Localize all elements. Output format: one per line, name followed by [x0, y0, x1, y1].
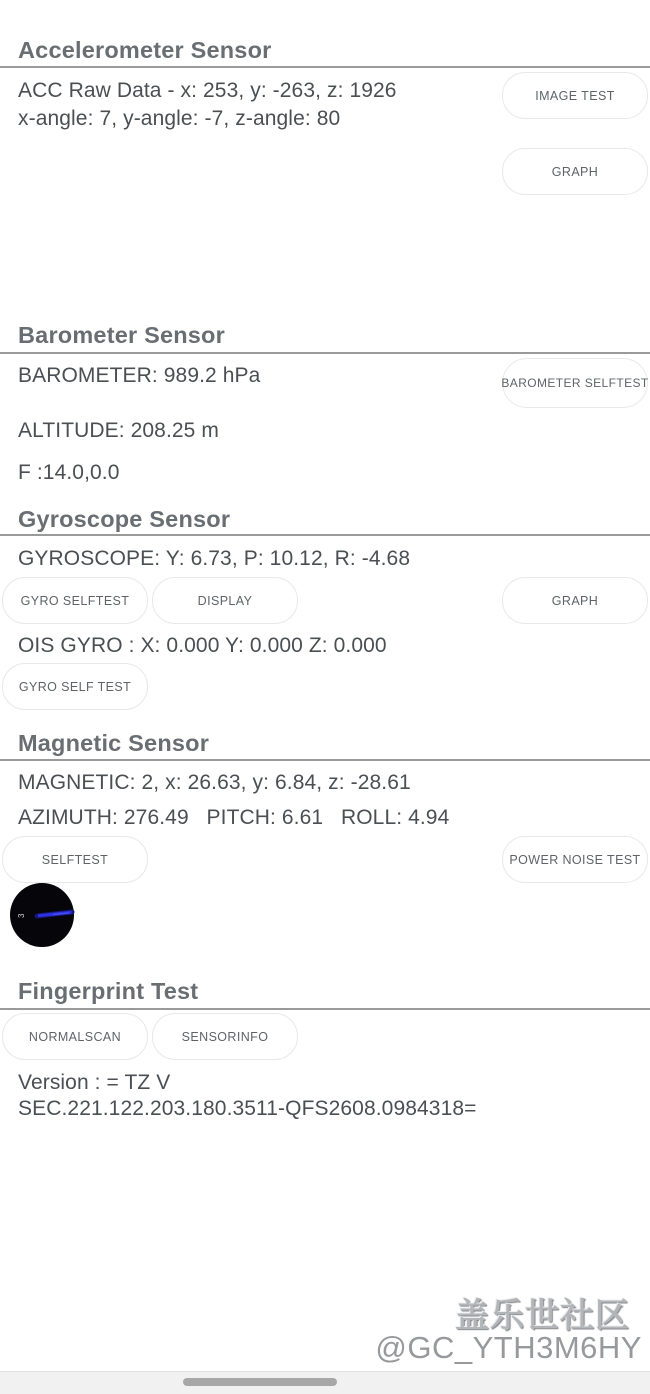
ois-gyro-selftest-button[interactable]: GYRO SELF TEST	[2, 663, 148, 710]
gesture-handle[interactable]	[183, 1378, 337, 1386]
barometer-section-title: Barometer Sensor	[18, 322, 225, 348]
barometer-f-value: F :14.0,0.0	[18, 461, 120, 484]
barometer-pressure: BAROMETER: 989.2 hPa	[18, 364, 261, 387]
community-watermark: 盖乐世社区	[455, 1297, 630, 1335]
barometer-divider	[0, 352, 650, 354]
accelerometer-section-title: Accelerometer Sensor	[18, 37, 272, 63]
compass-widget	[9, 882, 75, 948]
magnetic-selftest-button[interactable]: SELFTEST	[2, 836, 148, 883]
gyroscope-divider	[0, 534, 650, 536]
gyroscope-section-title: Gyroscope Sensor	[18, 506, 231, 532]
gyro-graph-button[interactable]: GRAPH	[502, 577, 648, 624]
barometer-altitude: ALTITUDE: 208.25 m	[18, 419, 219, 442]
fingerprint-version-line2: SEC.221.122.203.180.3511-QFS2608.0984318=	[18, 1097, 477, 1120]
accelerometer-raw-data: ACC Raw Data - x: 253, y: -263, z: 1926	[18, 79, 397, 102]
fingerprint-divider	[0, 1008, 650, 1010]
magnetic-orientation: AZIMUTH: 276.49 PITCH: 6.61 ROLL: 4.94	[18, 806, 450, 829]
image-test-button[interactable]: IMAGE TEST	[502, 72, 648, 119]
accelerometer-graph-button[interactable]: GRAPH	[502, 148, 648, 195]
fingerprint-version-line1: Version : = TZ V	[18, 1071, 171, 1094]
compass-degree-label: 3	[17, 913, 26, 918]
sensorinfo-button[interactable]: SENSORINFO	[152, 1013, 298, 1060]
gyro-display-button[interactable]: DISPLAY	[152, 577, 298, 624]
magnetic-divider	[0, 759, 650, 761]
fingerprint-section-title: Fingerprint Test	[18, 978, 199, 1004]
accelerometer-angles: x-angle: 7, y-angle: -7, z-angle: 80	[18, 107, 341, 130]
barometer-selftest-button[interactable]: BAROMETER SELFTEST	[502, 358, 648, 408]
gyro-selftest-button[interactable]: GYRO SELFTEST	[2, 577, 148, 624]
power-noise-test-button[interactable]: POWER NOISE TEST	[502, 836, 648, 883]
gyroscope-reading: GYROSCOPE: Y: 6.73, P: 10.12, R: -4.68	[18, 547, 411, 570]
accelerometer-divider	[0, 66, 650, 68]
magnetic-section-title: Magnetic Sensor	[18, 730, 210, 756]
normalscan-button[interactable]: NORMALSCAN	[2, 1013, 148, 1060]
magnetic-reading: MAGNETIC: 2, x: 26.63, y: 6.84, z: -28.61	[18, 771, 411, 794]
ois-gyro-reading: OIS GYRO : X: 0.000 Y: 0.000 Z: 0.000	[18, 634, 387, 657]
user-handle-watermark: @GC_YTH3M6HY	[375, 1330, 642, 1365]
compass-dial-icon	[9, 882, 75, 948]
